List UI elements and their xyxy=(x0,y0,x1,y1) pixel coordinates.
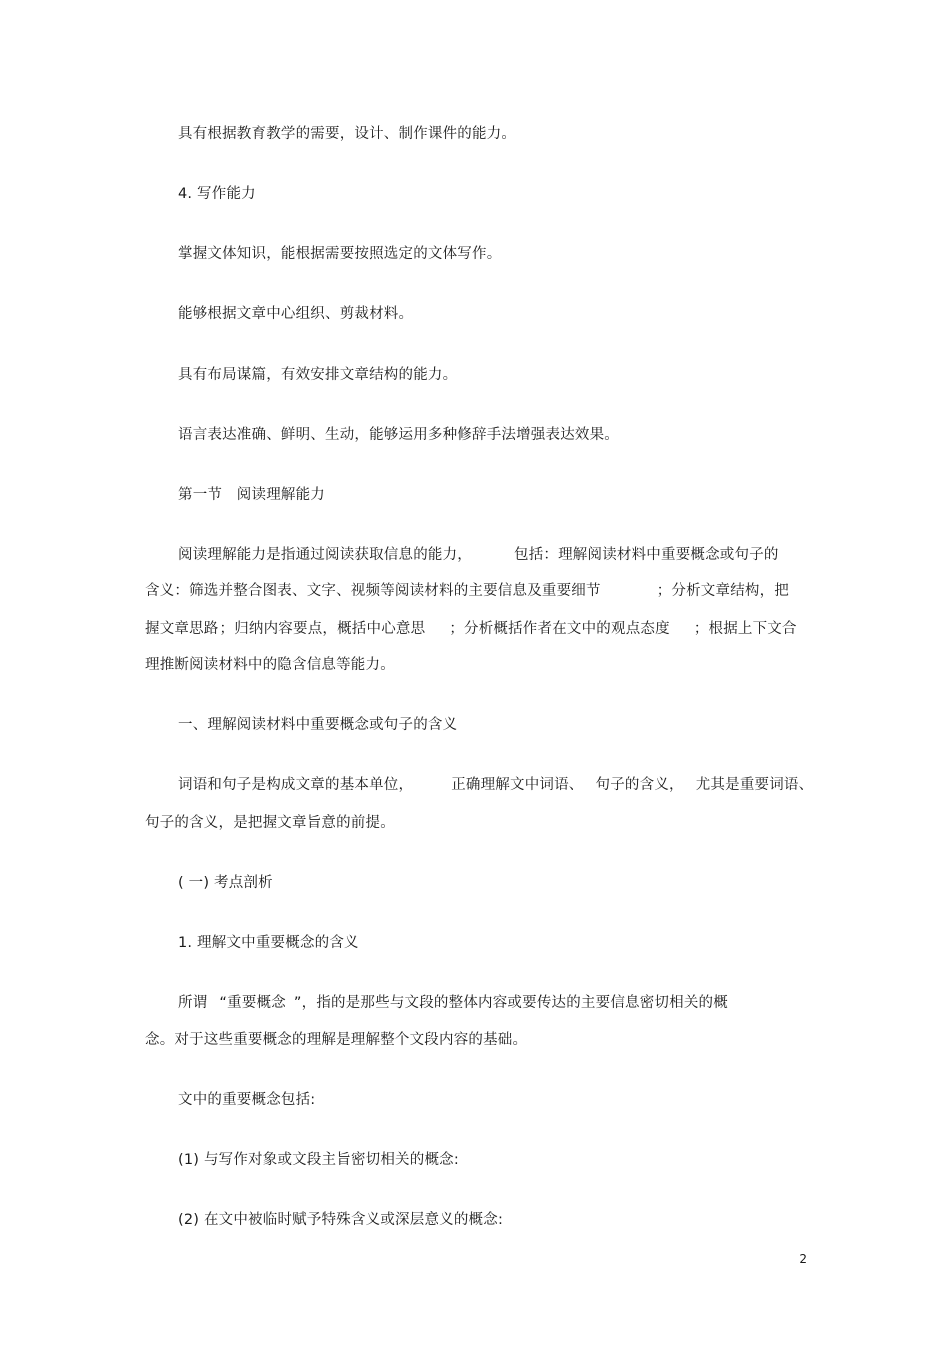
heading-understand-concepts: 一、理解阅读材料中重要概念或句子的含义 xyxy=(178,717,458,733)
paragraph-reading-definition-line-1 xyxy=(178,545,779,565)
text-segment: 含义：筛选并整合图表、文字、视频等阅读材料的主要信息及重要细节 xyxy=(145,583,601,599)
text-segment: ；分析概括作者在文中的观点态度 xyxy=(449,621,670,637)
paragraph-organize-material: 能够根据文章中心组织、剪裁材料。 xyxy=(178,306,414,322)
text-segment: ；分析文章结构，把 xyxy=(656,583,790,599)
paragraph-words-sentences-line-1 xyxy=(178,775,813,795)
paragraph-important-concepts-line-2: 念。对于这些重要概念的理解是理解整个文段内容的基础。 xyxy=(145,1032,528,1048)
paragraph-reading-definition-line-2 xyxy=(145,581,789,601)
paragraph-words-sentences-line-2: 句子的含义，是把握文章旨意的前提。 xyxy=(145,815,395,831)
list-item-1: (1) 与写作对象或文段主旨密切相关的概念: xyxy=(178,1152,459,1168)
heading-important-concepts: 1. 理解文中重要概念的含义 xyxy=(178,935,359,951)
heading-writing-ability: 4. 写作能力 xyxy=(178,186,256,202)
paragraph-genre-knowledge: 掌握文体知识，能根据需要按照选定的文体写作。 xyxy=(178,246,502,262)
text-segment: 所谓 xyxy=(178,995,208,1011)
page-number: 2 xyxy=(799,1252,807,1266)
text-segment: ；归纳内容要点，概括中心意思 xyxy=(219,621,426,637)
paragraph-reading-definition-line-3 xyxy=(145,619,797,639)
paragraph-important-concepts-line-1 xyxy=(178,993,728,1013)
paragraph-reading-definition-line-4: 理推断阅读材料中的隐含信息等能力。 xyxy=(145,657,395,673)
paragraph-concepts-include: 文中的重要概念包括: xyxy=(178,1092,316,1108)
text-segment: 词语和句子是构成文章的基本单位， xyxy=(178,777,414,793)
text-segment: “重要概念 xyxy=(219,995,286,1011)
paragraph-expression: 语言表达准确、鲜明、生动，能够运用多种修辞手法增强表达效果。 xyxy=(178,427,619,443)
text-segment: 握文章思路 xyxy=(145,621,219,637)
list-item-2: (2) 在文中被临时赋予特殊含义或深层意义的概念: xyxy=(178,1212,504,1228)
paragraph-structure: 具有布局谋篇，有效安排文章结构的能力。 xyxy=(178,367,458,383)
text-segment: 句子的含义， xyxy=(595,777,684,793)
text-segment: 包括：理解阅读材料中重要概念或句子的 xyxy=(514,547,779,563)
heading-exam-analysis: ( 一) 考点剖析 xyxy=(178,875,273,891)
text-segment: 正确理解文中词语、 xyxy=(451,777,584,793)
text-segment: 阅读理解能力是指通过阅读获取信息的能力， xyxy=(178,547,472,563)
text-segment: ；根据上下文合 xyxy=(693,621,797,637)
paragraph-courseware-ability: 具有根据教育教学的需要，设计、制作课件的能力。 xyxy=(178,126,517,142)
section-title-reading-comprehension: 第一节 阅读理解能力 xyxy=(178,487,325,503)
text-segment: 尤其是重要词语、 xyxy=(695,777,814,793)
text-segment: ”，指的是那些与文段的整体内容或要传达的主要信息密切相关的概 xyxy=(293,995,728,1011)
